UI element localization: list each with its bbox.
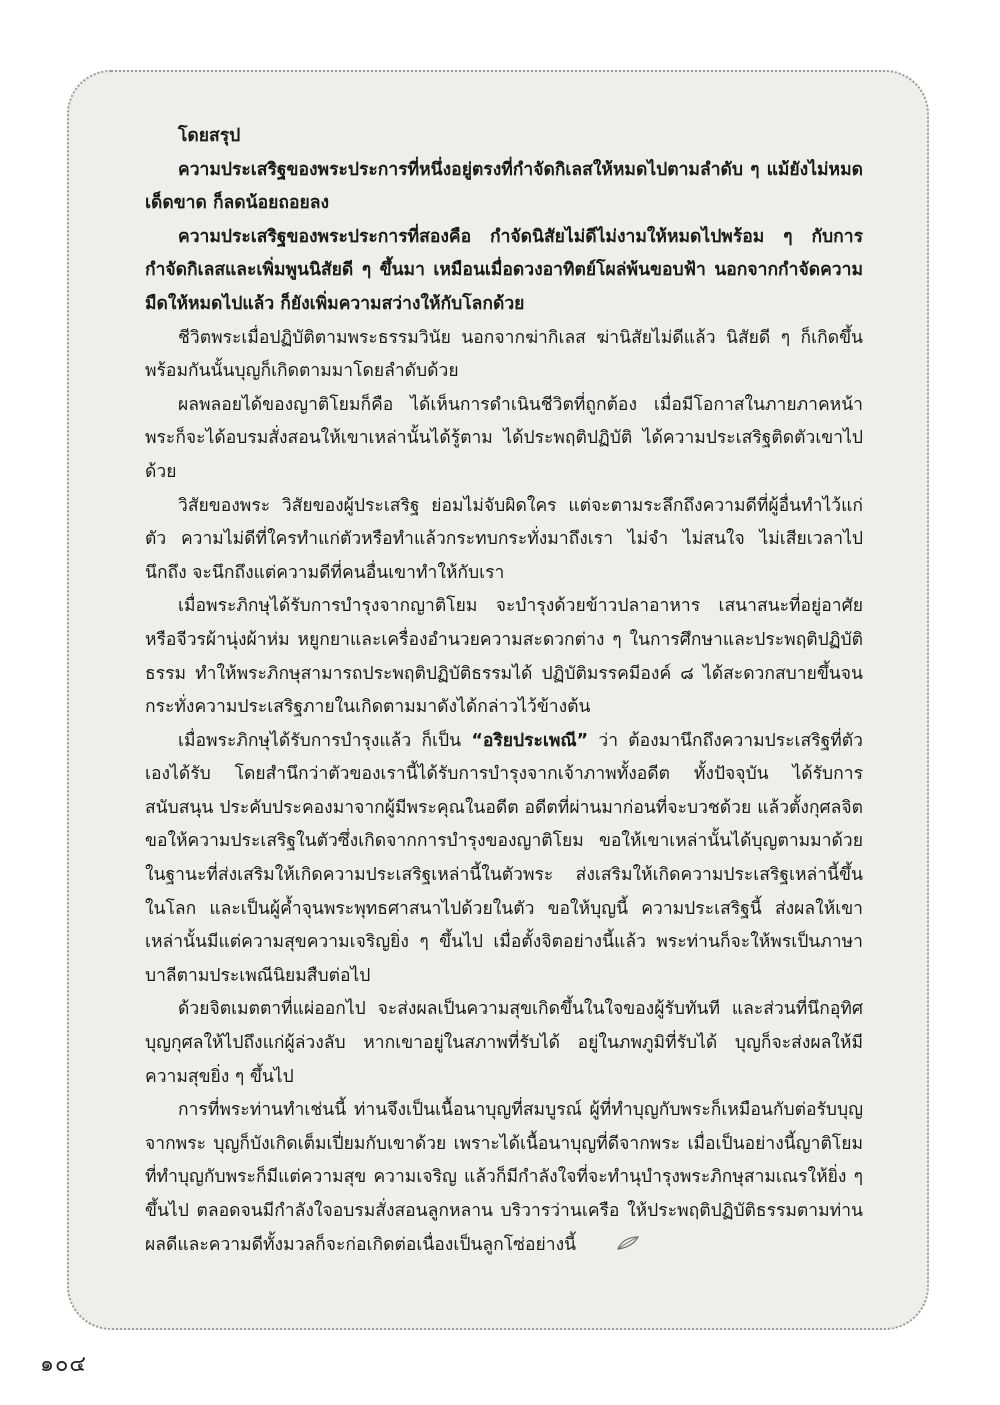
- paragraph-3: ชีวิตพระเมื่อปฏิบัติตามพระธรรมวินัย นอกจากฆ่ากิเลส ฆ่านิสัยไม่ดีแล้ว นิสัยดี ๆ ก็เกิดขึ้น พร้อมกันนั้นบุญก็เกิดตามมาโดยลำดับด้วย: [145, 327, 863, 382]
- paragraph-8: ด้วยจิตเมตตาที่แผ่ออกไป จะส่งผลเป็นความสุขเกิดขึ้นในใจของผู้รับทันที และส่วนที่นึกอุทิศบุญกุศลให้ไปถึงแก่ผู้ล่วงลับ หากเขาอยู่ในสภาพที่รับได้ อยู่ในภพภูมิที่รับได้ บุญก็จะส่งผลให้มีความสุขยิ่ง ๆ ขึ้นไป: [145, 999, 863, 1087]
- paragraph-9-text: การที่พระท่านทำเช่นนี้ ท่านจึงเป็นเนื้อนาบุญที่สมบูรณ์ ผู้ที่ทำบุญกับพระก็เหมือนกับต่อรับบุญจากพระ บุญก็บังเกิดเต็มเปี่ยมกับเขาด้วย เพราะได้เนื้อนาบุญที่ดีจากพระ เมื่อเป็นอย่างนี้ญาติโยมที่ทำบุญกับพระก็มีแต่ความสุข ความเจริญ แล้วก็มีกำลังใจที่จะทำนุบำรุงพระภิกษุสามเณรให้ยิ่ง ๆ ขึ้นไป ตลอดจนมีกำลังใจอบรมสั่งสอนลูกหลาน บริวารว่านเครือ ให้ประพฤติปฏิบัติธรรมตามท่าน ผลดีและความดีทั้งมวลก็จะก่อเกิดต่อเนื่องเป็นลูกโซ่อย่างนี้: [145, 1100, 863, 1255]
- page-number: ๑๐๔: [40, 1352, 88, 1377]
- paragraph-7-rest: ว่า ต้องมานึกถึงความประเสริฐที่ตัวเองได้รับ โดยสำนึกว่าตัวของเรานี้ได้รับการบำรุงจากเจ้าภาพทั้งอดีต ทั้งปัจจุบัน ได้รับการสนับสนุน ประคับประคองมาจากผู้มีพระคุณในอดีต อดีตที่ผ่านมาก่อนที่จะบวชด้วย แล้วตั้งกุศลจิตขอให้ความประเสริฐในตัวซึ่งเกิดจากการบำรุงของญาติโยม ขอให้เขาเหล่านั้นได้บุญตามมาด้วยในฐานะที่ส่งเสริมให้เกิดความประเสริฐเหล่านี้ในตัวพระ ส่งเสริมให้เกิดความประเสริฐเหล่านี้ขึ้นในโลก และเป็นผู้ค้ำจุนพระพุทธศาสนาไปด้วยในตัว ขอให้บุญนี้ ความประเสริฐนี้ ส่งผลให้เขาเหล่านั้นมีแต่ความสุขความเจริญยิ่ง ๆ ขึ้นไป เมื่อตั้งจิตอย่างนี้แล้ว พระท่านก็จะให้พรเป็นภาษาบาลีตามประเพณีนิยมสืบต่อไป: [145, 730, 863, 986]
- article-body: [145, 120, 863, 1262]
- paragraph-9: [145, 1094, 863, 1262]
- paragraph-7: [145, 725, 863, 994]
- paragraph-2: ความประเสริฐของพระประการที่สองคือ กำจัดนิสัยไม่ดีไม่งามให้หมดไปพร้อม ๆ กับการกำจัดกิเลสและเพิ่มพูนนิสัยดี ๆ ขึ้นมา เหมือนเมื่อดวงอาทิตย์โผล่พ้นขอบฟ้า นอกจากกำจัดความมืดให้หมดไปแล้ว ก็ยังเพิ่มความสว่างให้กับโลกด้วย: [145, 226, 863, 314]
- section-heading: โดยสรุป: [178, 126, 241, 146]
- paragraph-7-intro: เมื่อพระภิกษุได้รับการบำรุงแล้ว ก็เป็น: [178, 730, 472, 751]
- leaf-icon: [584, 1229, 639, 1263]
- emphasis-ariya-prapheni: “อริยประเพณี”: [471, 730, 589, 751]
- paragraph-5: วิสัยของพระ วิสัยของผู้ประเสริฐ ย่อมไม่จับผิดใคร แต่จะตามระลึกถึงความดีที่ผู้อื่นทำไว้แก่ตัว ความไม่ดีที่ใครทำแก่ตัวหรือทำแล้วกระทบกระทั่งมาถึงเรา ไม่จำ ไม่สนใจ ไม่เสียเวลาไปนึกถึง จะนึกถึงแต่ความดีที่คนอื่นเขาทำให้กับเรา: [145, 495, 863, 583]
- paragraph-4: ผลพลอยได้ของญาติโยมก็คือ ได้เห็นการดำเนินชีวิตที่ถูกต้อง เมื่อมีโอกาสในภายภาคหน้าพระก็จะได้อบรมสั่งสอนให้เขาเหล่านั้นได้รู้ตาม ได้ประพฤติปฏิบัติ ได้ความประเสริฐติดตัวเขาไปด้วย: [145, 394, 863, 482]
- paragraph-6: เมื่อพระภิกษุได้รับการบำรุงจากญาติโยม จะบำรุงด้วยข้าวปลาอาหาร เสนาสนะที่อยู่อาศัยหรือจีวรผ้านุ่งผ้าห่ม หยูกยาและเครื่องอำนวยความสะดวกต่าง ๆ ในการศึกษาและประพฤติปฏิบัติธรรม ทำให้พระภิกษุสามารถประพฤติปฏิบัติธรรมได้ ปฏิบัติมรรคมีองค์ ๘ ได้สะดวกสบายขึ้นจนกระทั่งความประเสริฐภายในเกิดตามมาดังได้กล่าวไว้ข้างต้น: [145, 596, 863, 718]
- paragraph-1: ความประเสริฐของพระประการที่หนึ่งอยู่ตรงที่กำจัดกิเลสให้หมดไปตามลำดับ ๆ แม้ยังไม่หมดเด็ดขาด ก็ลดน้อยถอยลง: [145, 159, 863, 214]
